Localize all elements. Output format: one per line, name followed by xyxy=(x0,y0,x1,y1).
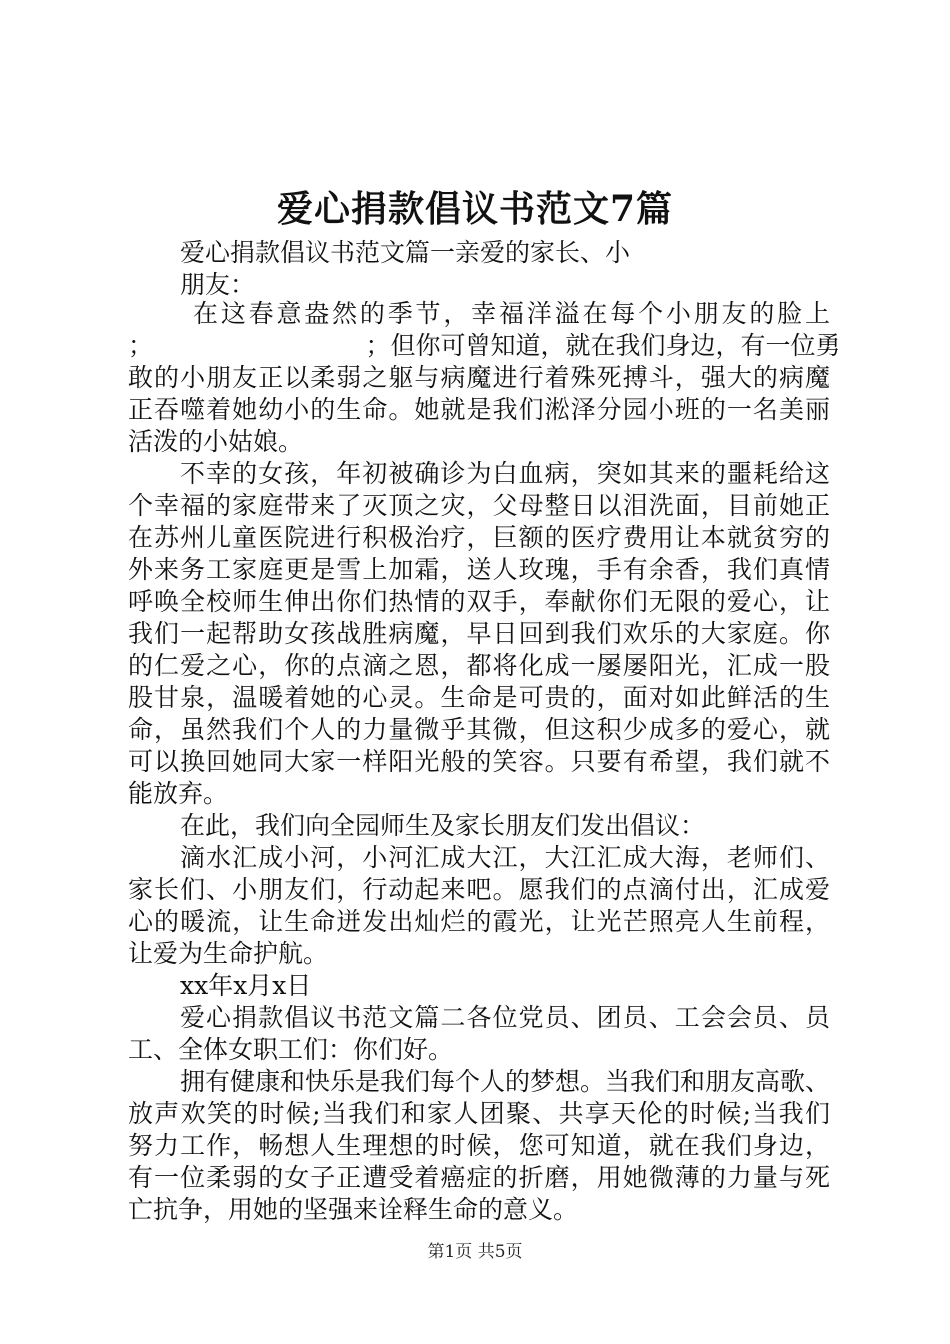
text-line: 朋友： xyxy=(180,270,256,299)
text-line: ； ；但你可曾知道，就在我们身边，有一位勇 xyxy=(128,331,841,360)
text-line: 工、全体女职工们：你们好。 xyxy=(128,1035,454,1064)
text-line: 在苏州儿童医院进行积极治疗，巨额的医疗费用让本就贫穷的 xyxy=(128,523,830,552)
text-line: 敢的小朋友正以柔弱之躯与病魔进行着殊死搏斗，强大的病魔 xyxy=(128,363,830,392)
text-line: 家长们、小朋友们，行动起来吧。愿我们的点滴付出，汇成爱 xyxy=(128,875,830,904)
text-line: 让爱为生命护航。 xyxy=(128,939,329,968)
text-line: 在此，我们向全园师生及家长朋友们发出倡议： xyxy=(180,811,706,840)
text-line: 可以换回她同大家一样阳光般的笑容。只要有希望，我们就不 xyxy=(128,747,830,776)
text-line: 不幸的女孩，年初被确诊为白血病，突如其来的噩耗给这 xyxy=(180,459,830,488)
text-line: 放声欢笑的时候;当我们和家人团聚、共享天伦的时候;当我们 xyxy=(128,1099,830,1128)
text-line: 外来务工家庭更是雪上加霜，送人玫瑰，手有余香，我们真情 xyxy=(128,555,830,584)
text-line: 拥有健康和快乐是我们每个人的梦想。当我们和朋友高歌、 xyxy=(180,1067,831,1096)
text-line: 活泼的小姑娘。 xyxy=(128,427,304,456)
text-line: 能放弃。 xyxy=(128,779,229,808)
text-line: 在这春意盎然的季节，幸福洋溢在每个小朋友的脸上 xyxy=(193,299,830,328)
text-line: 呼唤全校师生伸出你们热情的双手，奉献你们无限的爱心，让 xyxy=(128,587,830,616)
text-line: 命，虽然我们个人的力量微乎其微，但这积少成多的爱心，就 xyxy=(128,715,830,744)
text-line: 个幸福的家庭带来了灭顶之灾，父母整日以泪洗面，目前她正 xyxy=(128,491,830,520)
text-line: 心的暖流，让生命迸发出灿烂的霞光，让光芒照亮人生前程， xyxy=(128,907,830,936)
text-line: 我们一起帮助女孩战胜病魔，早日回到我们欢乐的大家庭。你 xyxy=(128,619,830,648)
text-line: 爱心捐款倡议书范文篇一亲爱的家长、小 xyxy=(180,238,631,267)
date-line: xx年x月x日 xyxy=(180,971,312,1000)
page-number: 第1页 共5页 xyxy=(427,1242,523,1262)
text-line: 爱心捐款倡议书范文篇二各位党员、团员、工会会员、员 xyxy=(180,1003,830,1032)
page-title: 爱心捐款倡议书范文7篇 xyxy=(276,188,674,230)
text-line: 亡抗争，用她的坚强来诠释生命的意义。 xyxy=(128,1195,579,1224)
text-line: 股甘泉，温暖着她的心灵。生命是可贵的，面对如此鲜活的生 xyxy=(128,683,830,712)
text-line: 正吞噬着她幼小的生命。她就是我们淞泽分园小班的一名美丽 xyxy=(128,395,830,424)
text-line: 有一位柔弱的女子正遭受着癌症的折磨，用她微薄的力量与死 xyxy=(128,1163,830,1192)
text-line: 努力工作，畅想人生理想的时候，您可知道，就在我们身边， xyxy=(128,1131,830,1160)
text-line: 的仁爱之心，你的点滴之恩，都将化成一屡屡阳光，汇成一股 xyxy=(128,651,830,680)
text-line: 滴水汇成小河，小河汇成大江，大江汇成大海，老师们、 xyxy=(180,843,830,872)
